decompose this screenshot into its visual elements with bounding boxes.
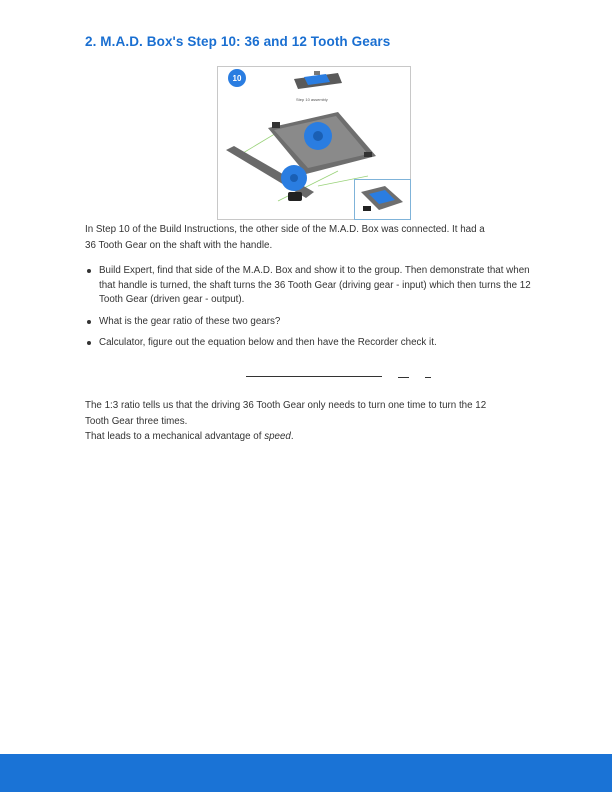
inset-detail-image	[354, 179, 411, 220]
conclusion-line-1: The 1:3 ratio tells us that the driving 36 Tooth Gear only needs to turn one time to turn the 12	[85, 400, 487, 411]
bullet-icon	[87, 269, 91, 273]
conclusion-paragraph	[85, 398, 545, 445]
bullet-text: What is the gear ratio of these two gears?	[99, 315, 281, 327]
list-item	[85, 264, 545, 308]
equation-blank-numerator	[398, 377, 409, 378]
bullet-text: Calculator, figure out the equation below and then have the Recorder check it.	[99, 337, 437, 348]
bullet-text: Build Expert, find that side of the M.A.D. Box and show it to the group. Then demonstrate that when that handle is turned, the shaft turns the 36 Tooth Gear (driving gear - input) which then turns the 12 Tooth Gear (driven gear - output).	[99, 265, 531, 305]
step-header-image	[217, 66, 411, 108]
bullet-icon	[87, 320, 91, 324]
intro-paragraph	[85, 222, 545, 253]
speed-emphasis: speed	[264, 431, 291, 442]
equation-blank-denominator	[425, 377, 431, 378]
conclusion-prefix: That leads to a mechanical advantage of	[85, 431, 265, 442]
conclusion-suffix: .	[290, 431, 294, 442]
inset-illustration	[355, 180, 410, 219]
part-render-icon	[294, 71, 342, 89]
step-sub-caption: Step 10 assembly	[296, 97, 328, 102]
footer-bar	[0, 754, 612, 792]
assembly-image	[217, 106, 411, 220]
conclusion-line-2: Tooth Gear three times.	[85, 415, 188, 427]
list-item	[85, 336, 545, 351]
step-badge: 10	[228, 69, 246, 87]
conclusion-line-3	[85, 429, 545, 445]
intro-line-2: 36 Tooth Gear on the shaft with the handle.	[85, 239, 273, 251]
list-item	[85, 315, 545, 330]
intro-line-1: In Step 10 of the Build Instructions, the other side of the M.A.D. Box was connected. It had a	[85, 224, 485, 235]
page-title: 2. M.A.D. Box's Step 10: 36 and 12 Tooth Gears	[85, 34, 391, 49]
task-bullet-list	[85, 264, 545, 358]
bullet-icon	[87, 341, 91, 345]
equation-blank-main	[246, 376, 382, 377]
